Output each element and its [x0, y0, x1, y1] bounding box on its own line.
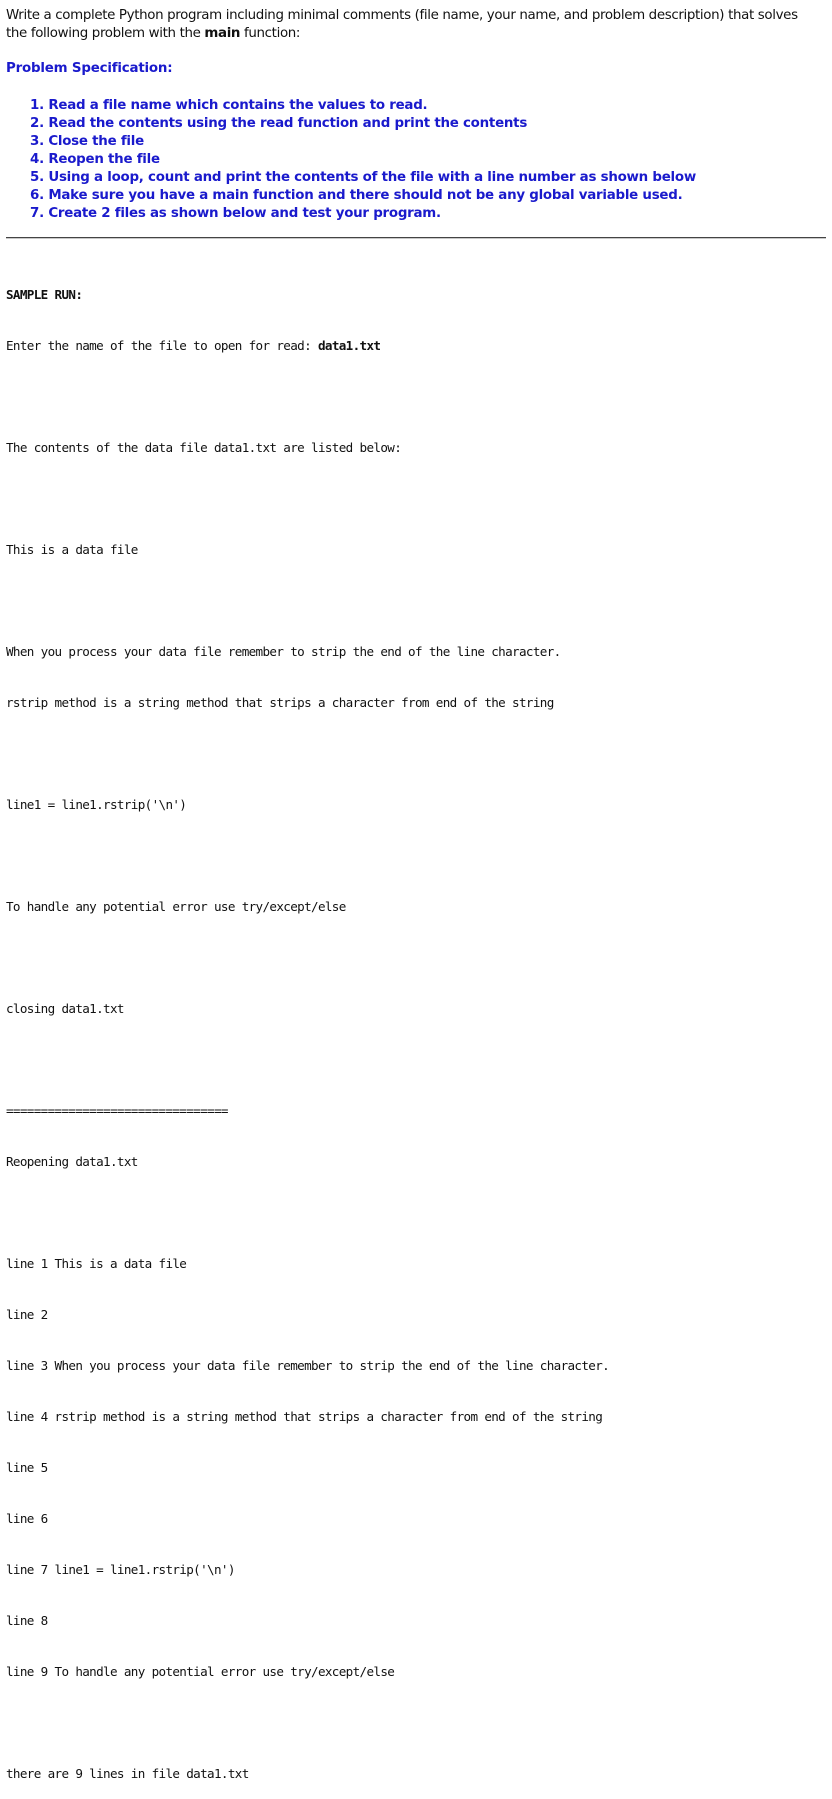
spec-step: 6. Make sure you have a main function and there should not be any global variable used.: [30, 188, 683, 203]
output-line: [6, 745, 609, 762]
sample-run-output: [6, 252, 609, 1799]
output-line: rstrip method is a string method that strips a character from end of the string: [6, 695, 554, 710]
spec-heading: Problem Specification:: [6, 61, 173, 76]
output-line: closing data1.txt: [6, 1001, 124, 1016]
spec-step: 5. Using a loop, count and print the contents of the file with a line number as shown below: [30, 170, 696, 185]
spec-step: 3. Close the file: [30, 134, 144, 149]
spec-step: 1. Read a file name which contains the values to read.: [30, 98, 428, 113]
output-line: [6, 490, 609, 507]
intro-text: Write a complete Python program including minimal comments (file name, your name, and problem description) that solves the following problem with the: [6, 8, 798, 41]
sample-run-heading: [6, 286, 609, 303]
output-separator: ================================: [6, 1103, 228, 1118]
intro-main-keyword: main: [204, 26, 241, 41]
line-count-summary: there are 9 lines in file data1.txt: [6, 1766, 249, 1781]
spec-step: 4. Reopen the file: [30, 152, 160, 167]
numbered-line: line 2: [6, 1307, 48, 1322]
spec-step: 2. Read the contents using the read function and print the contents: [30, 116, 528, 131]
output-line: Reopening data1.txt: [6, 1154, 138, 1169]
prompt-text: Enter the name of the file to open for read:: [6, 338, 318, 353]
numbered-line: line 4 rstrip method is a string method that strips a character from end of the string: [6, 1409, 603, 1424]
output-line: This is a data file: [6, 542, 138, 557]
user-input-filename: data1.txt: [317, 338, 381, 353]
divider: [6, 237, 826, 239]
output-line: [6, 1204, 609, 1221]
numbered-line: line 7 line1 = line1.rstrip('\n'): [6, 1562, 235, 1577]
output-line: line1 = line1.rstrip('\n'): [6, 797, 187, 812]
spec-step: 7. Create 2 files as shown below and test your program.: [30, 206, 441, 221]
output-line: [6, 592, 609, 609]
output-line: [6, 1714, 609, 1731]
sample-run-prompt: [6, 337, 609, 354]
numbered-line: line 8: [6, 1613, 48, 1628]
numbered-line: line 6: [6, 1511, 48, 1526]
output-line: When you process your data file remember to strip the end of the line character.: [6, 644, 561, 659]
output-line: [6, 388, 609, 405]
output-line: [6, 847, 609, 864]
numbered-line: line 9 To handle any potential error use try/except/else: [6, 1664, 395, 1679]
output-line: [6, 949, 609, 966]
numbered-line: line 3 When you process your data file remember to strip the end of the line character.: [6, 1358, 610, 1373]
intro-text-end: function:: [240, 26, 301, 41]
output-line: The contents of the data file data1.txt are listed below:: [6, 440, 402, 455]
numbered-line: line 5: [6, 1460, 48, 1475]
numbered-line: line 1 This is a data file: [6, 1256, 187, 1271]
problem-intro: [6, 7, 806, 43]
spec-steps-list: [30, 97, 696, 223]
output-line: [6, 1051, 609, 1068]
output-line: To handle any potential error use try/except/else: [6, 899, 346, 914]
sample-run-heading-text: SAMPLE RUN:: [6, 287, 83, 302]
